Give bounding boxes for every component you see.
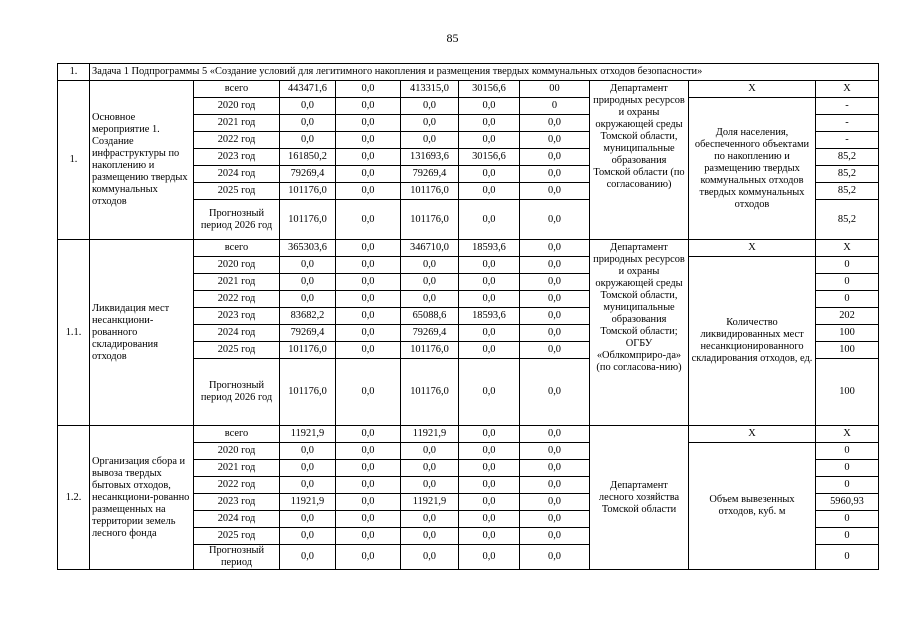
value-cell: 0,0: [401, 460, 459, 477]
period-cell: Прогнозный период 2026 год: [194, 200, 280, 240]
value-cell: 0,0: [336, 545, 401, 570]
period-cell: 2021 год: [194, 274, 280, 291]
value-cell: 0,0: [459, 443, 520, 460]
value-cell: 83682,2: [280, 308, 336, 325]
value-cell: 0,0: [520, 528, 590, 545]
value-cell: 0,0: [336, 477, 401, 494]
target-cell: 85,2: [816, 200, 879, 240]
value-cell: 0,0: [520, 166, 590, 183]
value-cell: 0,0: [459, 477, 520, 494]
value-cell: 0,0: [459, 545, 520, 570]
value-cell: 0,0: [520, 477, 590, 494]
value-cell: 0,0: [280, 291, 336, 308]
value-cell: 0,0: [401, 291, 459, 308]
value-cell: 0,0: [401, 98, 459, 115]
period-cell: 2024 год: [194, 511, 280, 528]
indicator-name-cell: Доля населения, обеспеченного объектами по накоплению и размещению твердых коммунальных отходов твердых коммунальных отходов: [689, 98, 816, 240]
value-cell: 101176,0: [401, 359, 459, 426]
value-cell: 101176,0: [401, 342, 459, 359]
period-cell: 2021 год: [194, 460, 280, 477]
value-cell: 0,0: [280, 528, 336, 545]
value-cell: 79269,4: [401, 325, 459, 342]
target-cell: 85,2: [816, 166, 879, 183]
value-cell: 0,0: [280, 511, 336, 528]
value-cell: 0,0: [459, 257, 520, 274]
value-cell: 79269,4: [280, 166, 336, 183]
target-cell: 0: [816, 545, 879, 570]
target-cell: -: [816, 115, 879, 132]
value-cell: 0,0: [280, 274, 336, 291]
value-cell: 0,0: [459, 291, 520, 308]
block-number: 1.2.: [58, 426, 90, 570]
value-cell: 0,0: [459, 166, 520, 183]
value-cell: 0,0: [401, 132, 459, 149]
value-cell: 0,0: [336, 115, 401, 132]
indicator-name-cell: Количество ликвидированных мест несанкционированного складирования отходов, ед.: [689, 257, 816, 426]
period-cell: Прогнозный период: [194, 545, 280, 570]
value-cell: 0,0: [336, 494, 401, 511]
period-cell: 2023 год: [194, 308, 280, 325]
period-cell: 2025 год: [194, 528, 280, 545]
value-cell: 0,0: [401, 528, 459, 545]
task-title: Задача 1 Подпрограммы 5 «Создание условий для легитимного накопления и размещения твердых коммунальных отходов безопасности»: [90, 64, 879, 81]
period-cell: всего: [194, 426, 280, 443]
value-cell: 0,0: [520, 308, 590, 325]
value-cell: 0,0: [459, 200, 520, 240]
value-cell: 0,0: [459, 325, 520, 342]
target-cell: -: [816, 132, 879, 149]
value-cell: 0,0: [401, 477, 459, 494]
value-cell: 0,0: [336, 274, 401, 291]
value-cell: 101176,0: [280, 183, 336, 200]
value-cell: 0,0: [401, 545, 459, 570]
value-cell: 0,0: [459, 426, 520, 443]
target-cell: 0: [816, 528, 879, 545]
value-cell: 0,0: [520, 443, 590, 460]
value-cell: 0,0: [336, 98, 401, 115]
executor-cell: Департамент природных ресурсов и охраны окружающей среды Томской области, муниципальные образования Томской области (по согласованию): [590, 81, 689, 240]
value-cell: 0,0: [336, 257, 401, 274]
target-cell: 100: [816, 359, 879, 426]
value-cell: 11921,9: [280, 494, 336, 511]
value-cell: 11921,9: [401, 494, 459, 511]
value-cell: 0,0: [280, 443, 336, 460]
executor-cell: Департамент лесного хозяйства Томской области: [590, 426, 689, 570]
activity-name: Организация сбора и вывоза твердых бытовых отходов, несанкциони-рованно размещенных на территории земель лесного фонда: [90, 426, 194, 570]
target-cell: 0: [816, 274, 879, 291]
value-cell: 101176,0: [280, 200, 336, 240]
value-cell: 101176,0: [401, 200, 459, 240]
value-cell: 0,0: [520, 149, 590, 166]
value-cell: 0,0: [459, 511, 520, 528]
value-cell: 0,0: [336, 426, 401, 443]
table-row: [58, 426, 879, 443]
value-cell: 0,0: [336, 308, 401, 325]
block-number: 1.1.: [58, 240, 90, 426]
value-cell: 101176,0: [401, 183, 459, 200]
value-cell: 0,0: [459, 183, 520, 200]
value-cell: 0: [520, 98, 590, 115]
value-cell: 161850,2: [280, 149, 336, 166]
period-cell: 2024 год: [194, 166, 280, 183]
period-cell: 2021 год: [194, 115, 280, 132]
value-cell: 0,0: [280, 460, 336, 477]
value-cell: 18593,6: [459, 240, 520, 257]
value-cell: 0,0: [459, 342, 520, 359]
target-cell: -: [816, 98, 879, 115]
value-cell: 11921,9: [280, 426, 336, 443]
value-cell: 0,0: [336, 183, 401, 200]
value-cell: 0,0: [520, 460, 590, 477]
value-cell: 0,0: [280, 98, 336, 115]
target-cell: Х: [816, 81, 879, 98]
target-cell: 0: [816, 291, 879, 308]
value-cell: 0,0: [336, 359, 401, 426]
table-row: [58, 81, 879, 98]
target-cell: 0: [816, 443, 879, 460]
target-cell: 5960,93: [816, 494, 879, 511]
value-cell: 443471,6: [280, 81, 336, 98]
period-cell: всего: [194, 81, 280, 98]
value-cell: 0,0: [336, 342, 401, 359]
period-cell: 2022 год: [194, 291, 280, 308]
target-cell: Х: [816, 426, 879, 443]
value-cell: 0,0: [401, 511, 459, 528]
value-cell: 346710,0: [401, 240, 459, 257]
value-cell: 0,0: [459, 274, 520, 291]
value-cell: 0,0: [520, 115, 590, 132]
target-cell: 0: [816, 511, 879, 528]
period-cell: 2025 год: [194, 183, 280, 200]
value-cell: 0,0: [520, 494, 590, 511]
indicator-x-cell: Х: [689, 240, 816, 257]
value-cell: 0,0: [520, 426, 590, 443]
value-cell: 0,0: [336, 528, 401, 545]
value-cell: 0,0: [520, 325, 590, 342]
indicator-x-cell: Х: [689, 81, 816, 98]
value-cell: 0,0: [459, 359, 520, 426]
value-cell: 0,0: [336, 291, 401, 308]
value-cell: 0,0: [280, 545, 336, 570]
target-cell: 202: [816, 308, 879, 325]
value-cell: 0,0: [336, 511, 401, 528]
target-cell: 85,2: [816, 183, 879, 200]
indicator-x-cell: Х: [689, 426, 816, 443]
value-cell: 0,0: [280, 132, 336, 149]
page-number: 85: [446, 31, 459, 45]
value-cell: 0,0: [336, 240, 401, 257]
value-cell: 0,0: [520, 274, 590, 291]
value-cell: 0,0: [280, 477, 336, 494]
value-cell: 101176,0: [280, 359, 336, 426]
block-number: 1.: [58, 81, 90, 240]
value-cell: 0,0: [459, 115, 520, 132]
target-cell: 85,2: [816, 149, 879, 166]
table-row: [58, 240, 879, 257]
value-cell: 0,0: [336, 325, 401, 342]
value-cell: 0,0: [459, 528, 520, 545]
executor-cell: Департамент природных ресурсов и охраны окружающей среды Томской области, муниципальные образования Томской области; ОГБУ «Облкомприро-да» (по согласова-нию): [590, 240, 689, 426]
target-cell: 100: [816, 342, 879, 359]
period-cell: 2020 год: [194, 257, 280, 274]
target-cell: Х: [816, 240, 879, 257]
period-cell: 2020 год: [194, 443, 280, 460]
value-cell: 0,0: [280, 257, 336, 274]
value-cell: 0,0: [520, 511, 590, 528]
value-cell: 30156,6: [459, 149, 520, 166]
value-cell: 0,0: [520, 132, 590, 149]
period-cell: всего: [194, 240, 280, 257]
value-cell: 65088,6: [401, 308, 459, 325]
value-cell: 0,0: [280, 115, 336, 132]
indicator-name-cell: Объем вывезенных отходов, куб. м: [689, 443, 816, 570]
value-cell: 0,0: [520, 200, 590, 240]
value-cell: 0,0: [520, 342, 590, 359]
value-cell: 79269,4: [401, 166, 459, 183]
value-cell: 0,0: [401, 115, 459, 132]
value-cell: 365303,6: [280, 240, 336, 257]
value-cell: 0,0: [520, 359, 590, 426]
value-cell: 0,0: [336, 149, 401, 166]
period-cell: 2024 год: [194, 325, 280, 342]
value-cell: 101176,0: [280, 342, 336, 359]
activity-name: Основное мероприятие 1. Создание инфраструктуры по накоплению и размещению твердых коммунальных отходов: [90, 81, 194, 240]
target-cell: 0: [816, 257, 879, 274]
value-cell: 0,0: [401, 274, 459, 291]
value-cell: 0,0: [336, 166, 401, 183]
value-cell: 0,0: [459, 494, 520, 511]
task-number: 1.: [58, 64, 90, 81]
value-cell: 18593,6: [459, 308, 520, 325]
value-cell: 0,0: [336, 132, 401, 149]
value-cell: 0,0: [520, 240, 590, 257]
value-cell: 0,0: [401, 443, 459, 460]
period-cell: 2023 год: [194, 494, 280, 511]
period-cell: 2023 год: [194, 149, 280, 166]
target-cell: 100: [816, 325, 879, 342]
value-cell: 00: [520, 81, 590, 98]
value-cell: 0,0: [520, 545, 590, 570]
value-cell: 0,0: [336, 460, 401, 477]
value-cell: 0,0: [401, 257, 459, 274]
value-cell: 131693,6: [401, 149, 459, 166]
value-cell: 0,0: [459, 460, 520, 477]
value-cell: 30156,6: [459, 81, 520, 98]
value-cell: 0,0: [459, 132, 520, 149]
period-cell: Прогнозный период 2026 год: [194, 359, 280, 426]
program-table: [57, 63, 879, 570]
period-cell: 2020 год: [194, 98, 280, 115]
period-cell: 2022 год: [194, 477, 280, 494]
value-cell: 0,0: [336, 81, 401, 98]
value-cell: 0,0: [336, 200, 401, 240]
period-cell: 2022 год: [194, 132, 280, 149]
value-cell: 0,0: [520, 291, 590, 308]
activity-name: Ликвидация мест несанкциони-рованного складирования отходов: [90, 240, 194, 426]
value-cell: 0,0: [336, 443, 401, 460]
value-cell: 0,0: [459, 98, 520, 115]
value-cell: 413315,0: [401, 81, 459, 98]
target-cell: 0: [816, 477, 879, 494]
value-cell: 11921,9: [401, 426, 459, 443]
task-row: [58, 64, 879, 81]
value-cell: 0,0: [520, 257, 590, 274]
value-cell: 79269,4: [280, 325, 336, 342]
period-cell: 2025 год: [194, 342, 280, 359]
target-cell: 0: [816, 460, 879, 477]
value-cell: 0,0: [520, 183, 590, 200]
